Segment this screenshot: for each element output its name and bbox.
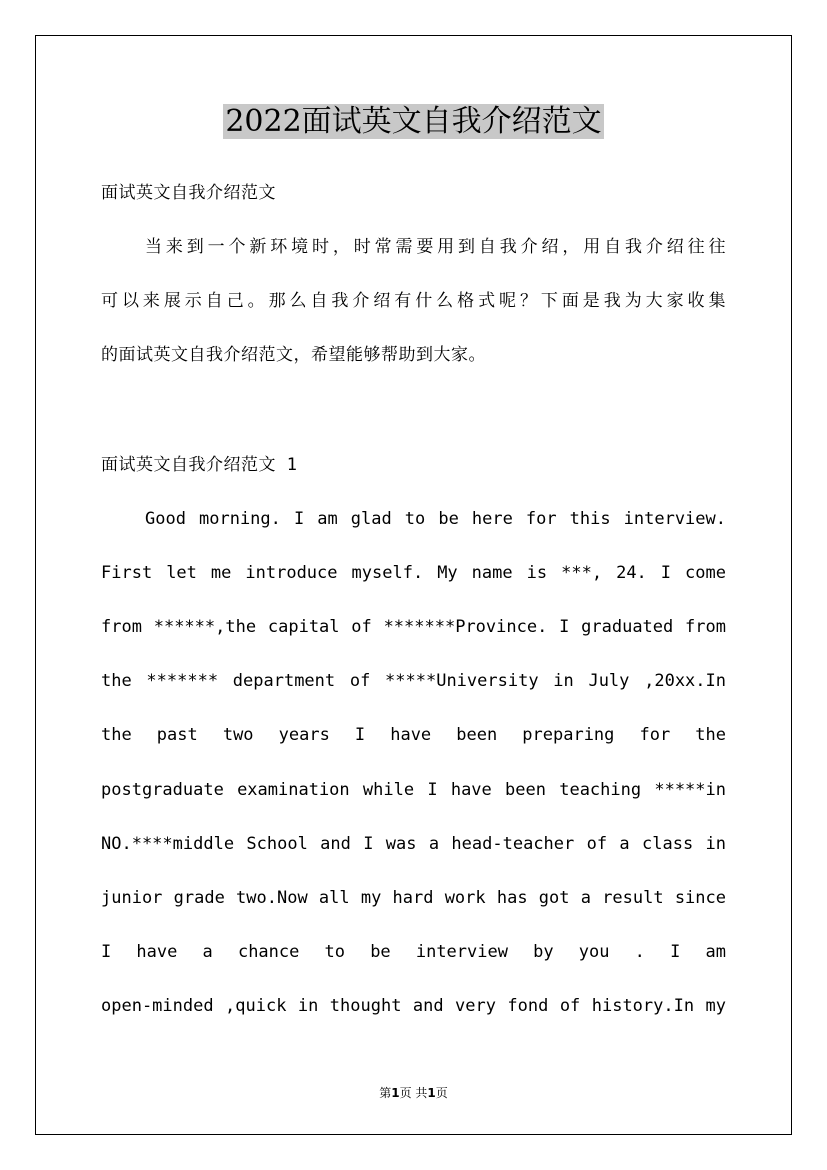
body-line: junior grade two.Now all my hard work has got a result since (101, 888, 726, 908)
intro-line: 的面试英文自我介绍范文，希望能够帮助到大家。 (101, 345, 486, 365)
intro-line: 可以来展示自己。那么自我介绍有什么格式呢？下面是我为大家收集 (101, 291, 726, 311)
body-line: I have a chance to be interview by you . I am (101, 942, 726, 962)
body-line: First let me introduce myself. My name is ***, 24. I come (101, 563, 726, 583)
document-title (0, 100, 827, 144)
section-heading: 面试英文自我介绍范文 1 (101, 455, 298, 475)
intro-heading: 面试英文自我介绍范文 (101, 183, 276, 203)
footer-mid: 页 共 (399, 1086, 428, 1100)
page-footer (0, 1084, 827, 1101)
intro-line: 当来到一个新环境时，时常需要用到自我介绍，用自我介绍往往 (145, 237, 726, 257)
body-line: NO.****middle School and I was a head-teacher of a class in (101, 834, 726, 854)
body-line: from ******,the capital of *******Province. I graduated from (101, 617, 726, 637)
footer-page-current: 1 (391, 1086, 400, 1100)
body-line: Good morning. I am glad to be here for this interview. (145, 509, 726, 529)
body-line: postgraduate examination while I have been teaching *****in (101, 780, 726, 800)
body-line: the past two years I have been preparing for the (101, 725, 726, 745)
footer-prefix: 第 (379, 1086, 392, 1100)
body-line: open-minded ,quick in thought and very fond of history.In my (101, 996, 726, 1016)
body-line: the ******* department of *****University in July ,20xx.In (101, 671, 726, 691)
footer-page-total: 1 (427, 1086, 436, 1100)
document-title-text: 2022面试英文自我介绍范文 (225, 104, 602, 139)
footer-suffix: 页 (435, 1086, 448, 1100)
